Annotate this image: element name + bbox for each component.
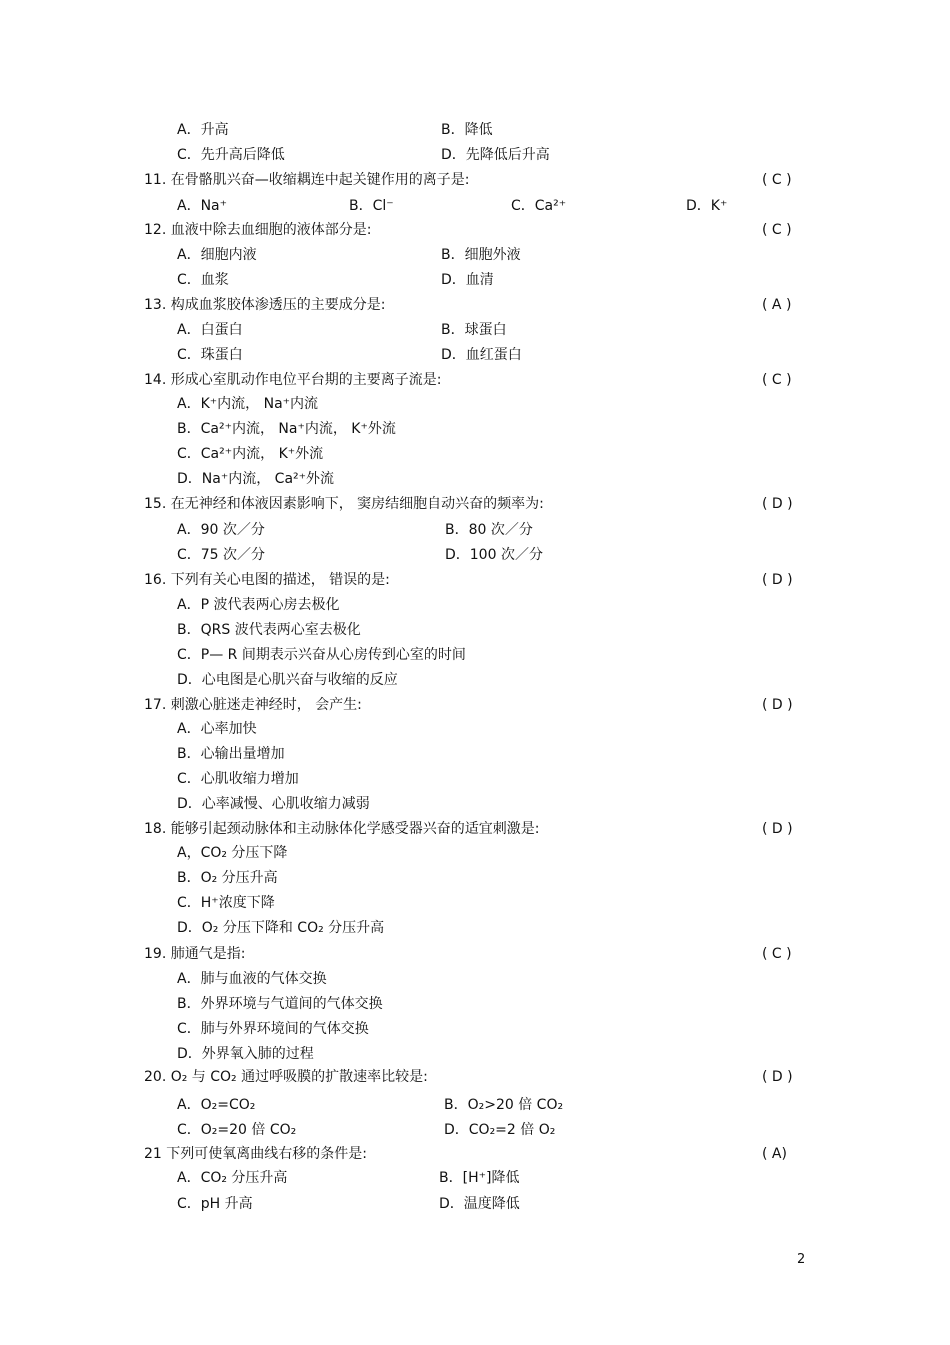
question-text: 15. 在无神经和体液因素影响下， 窦房结细胞自动兴奋的频率为: [144, 496, 544, 512]
option-text: D．心率减慢、心肌收缩力减弱 [177, 796, 370, 812]
question-text: 11. 在骨骼肌兴奋—收缩耦连中起关键作用的离子是: [144, 172, 470, 188]
option-text: D．心电图是心肌兴奋与收缩的反应 [177, 672, 398, 688]
answer-key: ( D ) [762, 697, 793, 713]
option-text: D．先降低后升高 [441, 147, 550, 163]
option-text: D．K⁺ [686, 198, 728, 214]
option-text: A．细胞内液 [177, 247, 257, 263]
option-text: D．温度降低 [439, 1196, 520, 1212]
option-text: D．CO₂=2 倍 O₂ [444, 1122, 556, 1138]
question-text: 12. 血液中除去血细胞的液体部分是: [144, 222, 372, 238]
option-text: B．Cl⁻ [349, 198, 394, 214]
option-text: A．P 波代表两心房去极化 [177, 597, 340, 613]
option-text: A．肺与血液的气体交换 [177, 971, 327, 987]
option-text: B．O₂>20 倍 CO₂ [444, 1097, 564, 1113]
question-text: 14. 形成心室肌动作电位平台期的主要离子流是: [144, 372, 442, 388]
option-text: C．Ca²⁺ [511, 198, 567, 214]
answer-key: ( C ) [762, 946, 792, 962]
option-text: D．100 次／分 [445, 547, 543, 563]
question-text: 19. 肺通气是指: [144, 946, 246, 962]
answer-key: ( C ) [762, 372, 792, 388]
option-text: B．Ca²⁺内流， Na⁺内流， K⁺外流 [177, 421, 396, 437]
option-text: D．O₂ 分压下降和 CO₂ 分压升高 [177, 920, 385, 936]
option-text: C．H⁺浓度下降 [177, 895, 275, 911]
option-text: A．90 次／分 [177, 522, 265, 538]
option-text: C．Ca²⁺内流， K⁺外流 [177, 446, 324, 462]
answer-key: ( A ) [762, 297, 792, 313]
option-text: C．肺与外界环境间的气体交换 [177, 1021, 369, 1037]
page-number: 2 [797, 1252, 806, 1267]
option-text: A．K⁺内流， Na⁺内流 [177, 396, 319, 412]
option-text: D．血清 [441, 272, 494, 288]
option-text: A．Na⁺ [177, 198, 228, 214]
option-text: A．升高 [177, 122, 229, 138]
answer-key: ( A) [762, 1146, 787, 1162]
option-text: B．80 次／分 [445, 522, 533, 538]
question-text: 21 下列可使氧离曲线右移的条件是: [144, 1146, 367, 1162]
option-text: A，CO₂ 分压下降 [177, 845, 288, 861]
option-text: A．CO₂ 分压升高 [177, 1170, 288, 1186]
question-text: 17. 刺激心脏迷走神经时， 会产生: [144, 697, 362, 713]
option-text: C．先升高后降低 [177, 147, 285, 163]
answer-key: ( D ) [762, 572, 793, 588]
answer-key: ( D ) [762, 496, 793, 512]
question-text: 13. 构成血浆胶体渗透压的主要成分是: [144, 297, 386, 313]
option-text: B．O₂ 分压升高 [177, 870, 278, 886]
option-text: B．球蛋白 [441, 322, 507, 338]
answer-key: ( C ) [762, 172, 792, 188]
answer-key: ( C ) [762, 222, 792, 238]
option-text: C．pH 升高 [177, 1196, 253, 1212]
option-text: A．O₂=CO₂ [177, 1097, 256, 1113]
option-text: A．白蛋白 [177, 322, 243, 338]
option-text: C．珠蛋白 [177, 347, 243, 363]
option-text: C．75 次／分 [177, 547, 266, 563]
option-text: D．血红蛋白 [441, 347, 522, 363]
option-text: B．心输出量增加 [177, 746, 285, 762]
option-text: D．Na⁺内流， Ca²⁺外流 [177, 471, 335, 487]
option-text: C．心肌收缩力增加 [177, 771, 299, 787]
option-text: C．O₂=20 倍 CO₂ [177, 1122, 297, 1138]
option-text: A．心率加快 [177, 721, 257, 737]
option-text: B．QRS 波代表两心室去极化 [177, 622, 361, 638]
question-text: 16. 下列有关心电图的描述， 错误的是: [144, 572, 390, 588]
question-text: 20. O₂ 与 CO₂ 通过呼吸膜的扩散速率比较是: [144, 1069, 428, 1085]
answer-key: ( D ) [762, 1069, 793, 1085]
option-text: B．[H⁺]降低 [439, 1170, 520, 1186]
option-text: B．细胞外液 [441, 247, 521, 263]
option-text: D．外界氧入肺的过程 [177, 1046, 314, 1062]
option-text: C．P— R 间期表示兴奋从心房传到心室的时间 [177, 647, 466, 663]
option-text: C．血浆 [177, 272, 229, 288]
question-text: 18. 能够引起颈动脉体和主动脉体化学感受器兴奋的适宜刺激是: [144, 821, 540, 837]
option-text: B．外界环境与气道间的气体交换 [177, 996, 383, 1012]
option-text: B．降低 [441, 122, 493, 138]
answer-key: ( D ) [762, 821, 793, 837]
